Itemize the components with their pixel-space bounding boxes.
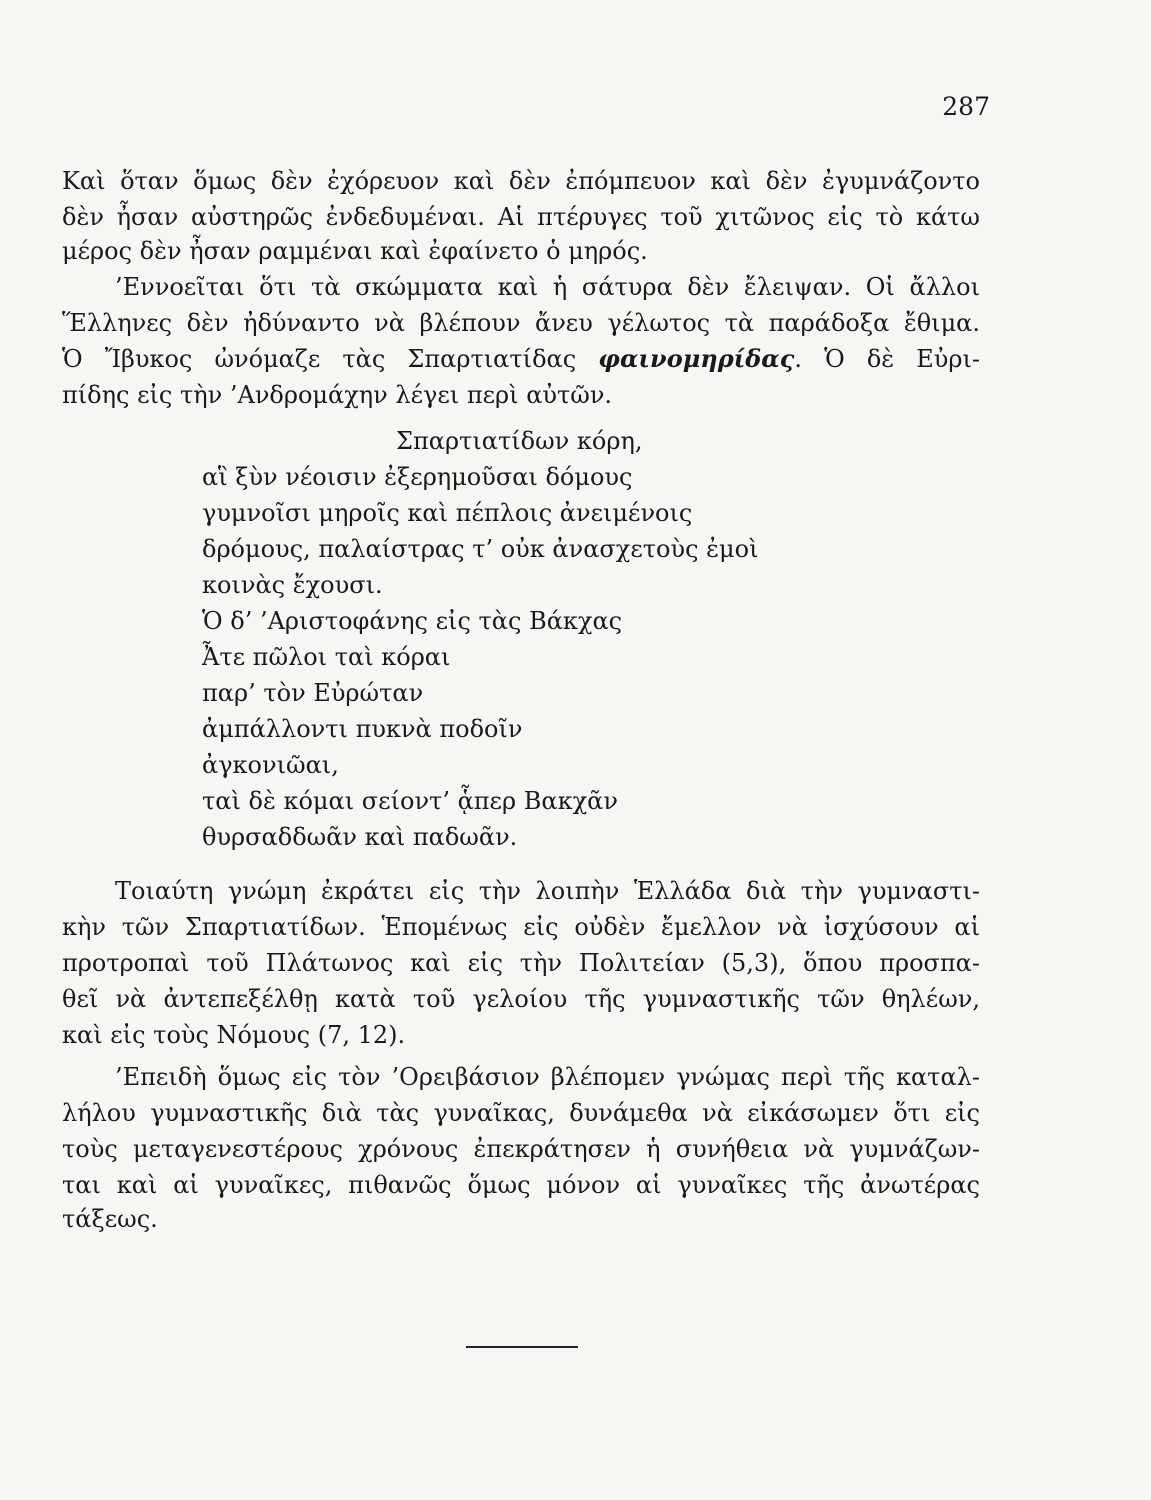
paragraph-4-line-3: τοὺς μεταγενεστέρους χρόνους ἐπεκράτησεν ἡ συνήθεια νὰ γυμνάζων- <box>62 1135 980 1163</box>
paragraph-1-line-1: Καὶ ὅταν ὅμως δὲν ἐχόρευον καὶ δὲν ἐπόμπευον καὶ δὲν ἐγυμνάζοντο <box>62 167 980 195</box>
paragraph-2-line-3-end: . Ὁ δὲ Εὐρι- <box>794 345 980 373</box>
paragraph-2-line-3 <box>62 344 980 374</box>
paragraph-3-line-4: θεῖ νὰ ἀντεπεξέλθῃ κατὰ τοῦ γελοίου τῆς γυμναστικῆς τῶν θηλέων, <box>62 985 980 1013</box>
paragraph-2-line-4: πίδης εἰς τὴν ’Ανδρομάχην λέγει περὶ αὐτῶν. <box>62 381 613 409</box>
paragraph-3-line-2: κὴν τῶν Σπαρτιατίδων. Ἑπομένως εἰς οὐδὲν ἔμελλον νὰ ἰσχύσουν αἱ <box>62 913 980 941</box>
verse-aristophanes-line-6: θυρσαδδωᾶν καὶ παδωᾶν. <box>202 823 518 851</box>
paragraph-3-line-3: προτροπαὶ τοῦ Πλάτωνος καὶ εἰς τὴν Πολιτείαν (5,3), ὅπου προσπα- <box>62 949 980 977</box>
aristophanes-intro: Ὁ δ’ ’Αριστοφάνης εἰς τὰς Βάκχας <box>202 607 623 635</box>
verse-euripides-line-4: δρόμους, παλαίστρας τ’ οὐκ ἀνασχετοὺς ἐμοὶ <box>202 535 759 563</box>
paragraph-1-line-3: μέρος δὲν ἦσαν ραμμέναι καὶ ἐφαίνετο ὁ μηρός. <box>62 237 648 265</box>
verse-euripides-line-3: γυμνοῖσι μηροῖς καὶ πέπλοις ἀνειμένοις <box>202 499 693 527</box>
paragraph-4-line-1: ’Επειδὴ ὅμως εἰς τὸν ’Ορειβάσιον βλέπομεν γνώμας περὶ τῆς καταλ- <box>115 1063 980 1091</box>
verse-aristophanes-line-5: ταὶ δὲ κόμαι σείοντ’ ᾇπερ Βακχᾶν <box>202 787 618 815</box>
verse-aristophanes-line-1: Ἆτε πῶλοι ταὶ κόραι <box>202 643 451 671</box>
paragraph-4-line-2: λήλου γυμναστικῆς διὰ τὰς γυναῖκας, δυνάμεθα νὰ εἰκάσωμεν ὅτι εἰς <box>62 1099 980 1127</box>
paragraph-2-line-2: Ἕλληνες δὲν ἠδύναντο νὰ βλέπουν ἄνευ γέλωτος τὰ παράδοξα ἔθιμα. <box>62 309 980 337</box>
verse-aristophanes-line-4: ἀγκονιῶαι, <box>202 751 339 779</box>
paragraph-3-line-1: Τοιαύτη γνώμη ἐκράτει εἰς τὴν λοιπὴν Ἑλλάδα διὰ τὴν γυμναστι- <box>115 877 980 905</box>
verse-euripides-line-1: Σπαρτιατίδων κόρη, <box>396 427 643 455</box>
paragraph-4-line-5: τάξεως. <box>62 1205 158 1233</box>
closing-rule <box>466 1346 578 1348</box>
verse-euripides-line-5: κοινὰς ἔχουσι. <box>202 571 383 599</box>
verse-euripides-line-2: αἳ ξὺν νέοισιν ἐξερημοῦσαι δόμους <box>202 463 633 491</box>
paragraph-1-line-2: δὲν ἦσαν αὐστηρῶς ἐνδεδυμέναι. Αἱ πτέρυγες τοῦ χιτῶνος εἰς τὸ κάτω <box>62 203 980 231</box>
paragraph-3-line-5: καὶ εἰς τοὺς Νόμους (7, 12). <box>62 1021 406 1049</box>
verse-aristophanes-line-2: παρ’ τὸν Εὐρώταν <box>202 679 424 707</box>
page-number: 287 <box>942 92 990 121</box>
paragraph-2-line-1: ’Εννοεῖται ὅτι τὰ σκώμματα καὶ ἡ σάτυρα δὲν ἔλειψαν. Οἱ ἄλλοι <box>115 273 980 301</box>
emphasized-word: φαινομηρίδας <box>598 344 795 373</box>
verse-aristophanes-line-3: ἀμπάλλοντι πυκνὰ ποδοῖν <box>202 715 523 743</box>
paragraph-4-line-4: ται καὶ αἱ γυναῖκες, πιθανῶς ὅμως μόνον αἱ γυναῖκες τῆς ἀνωτέρας <box>62 1171 980 1199</box>
paragraph-2-line-3-start: Ὁ Ἴβυκος ὠνόμαζε τὰς Σπαρτιατίδας <box>62 345 599 373</box>
